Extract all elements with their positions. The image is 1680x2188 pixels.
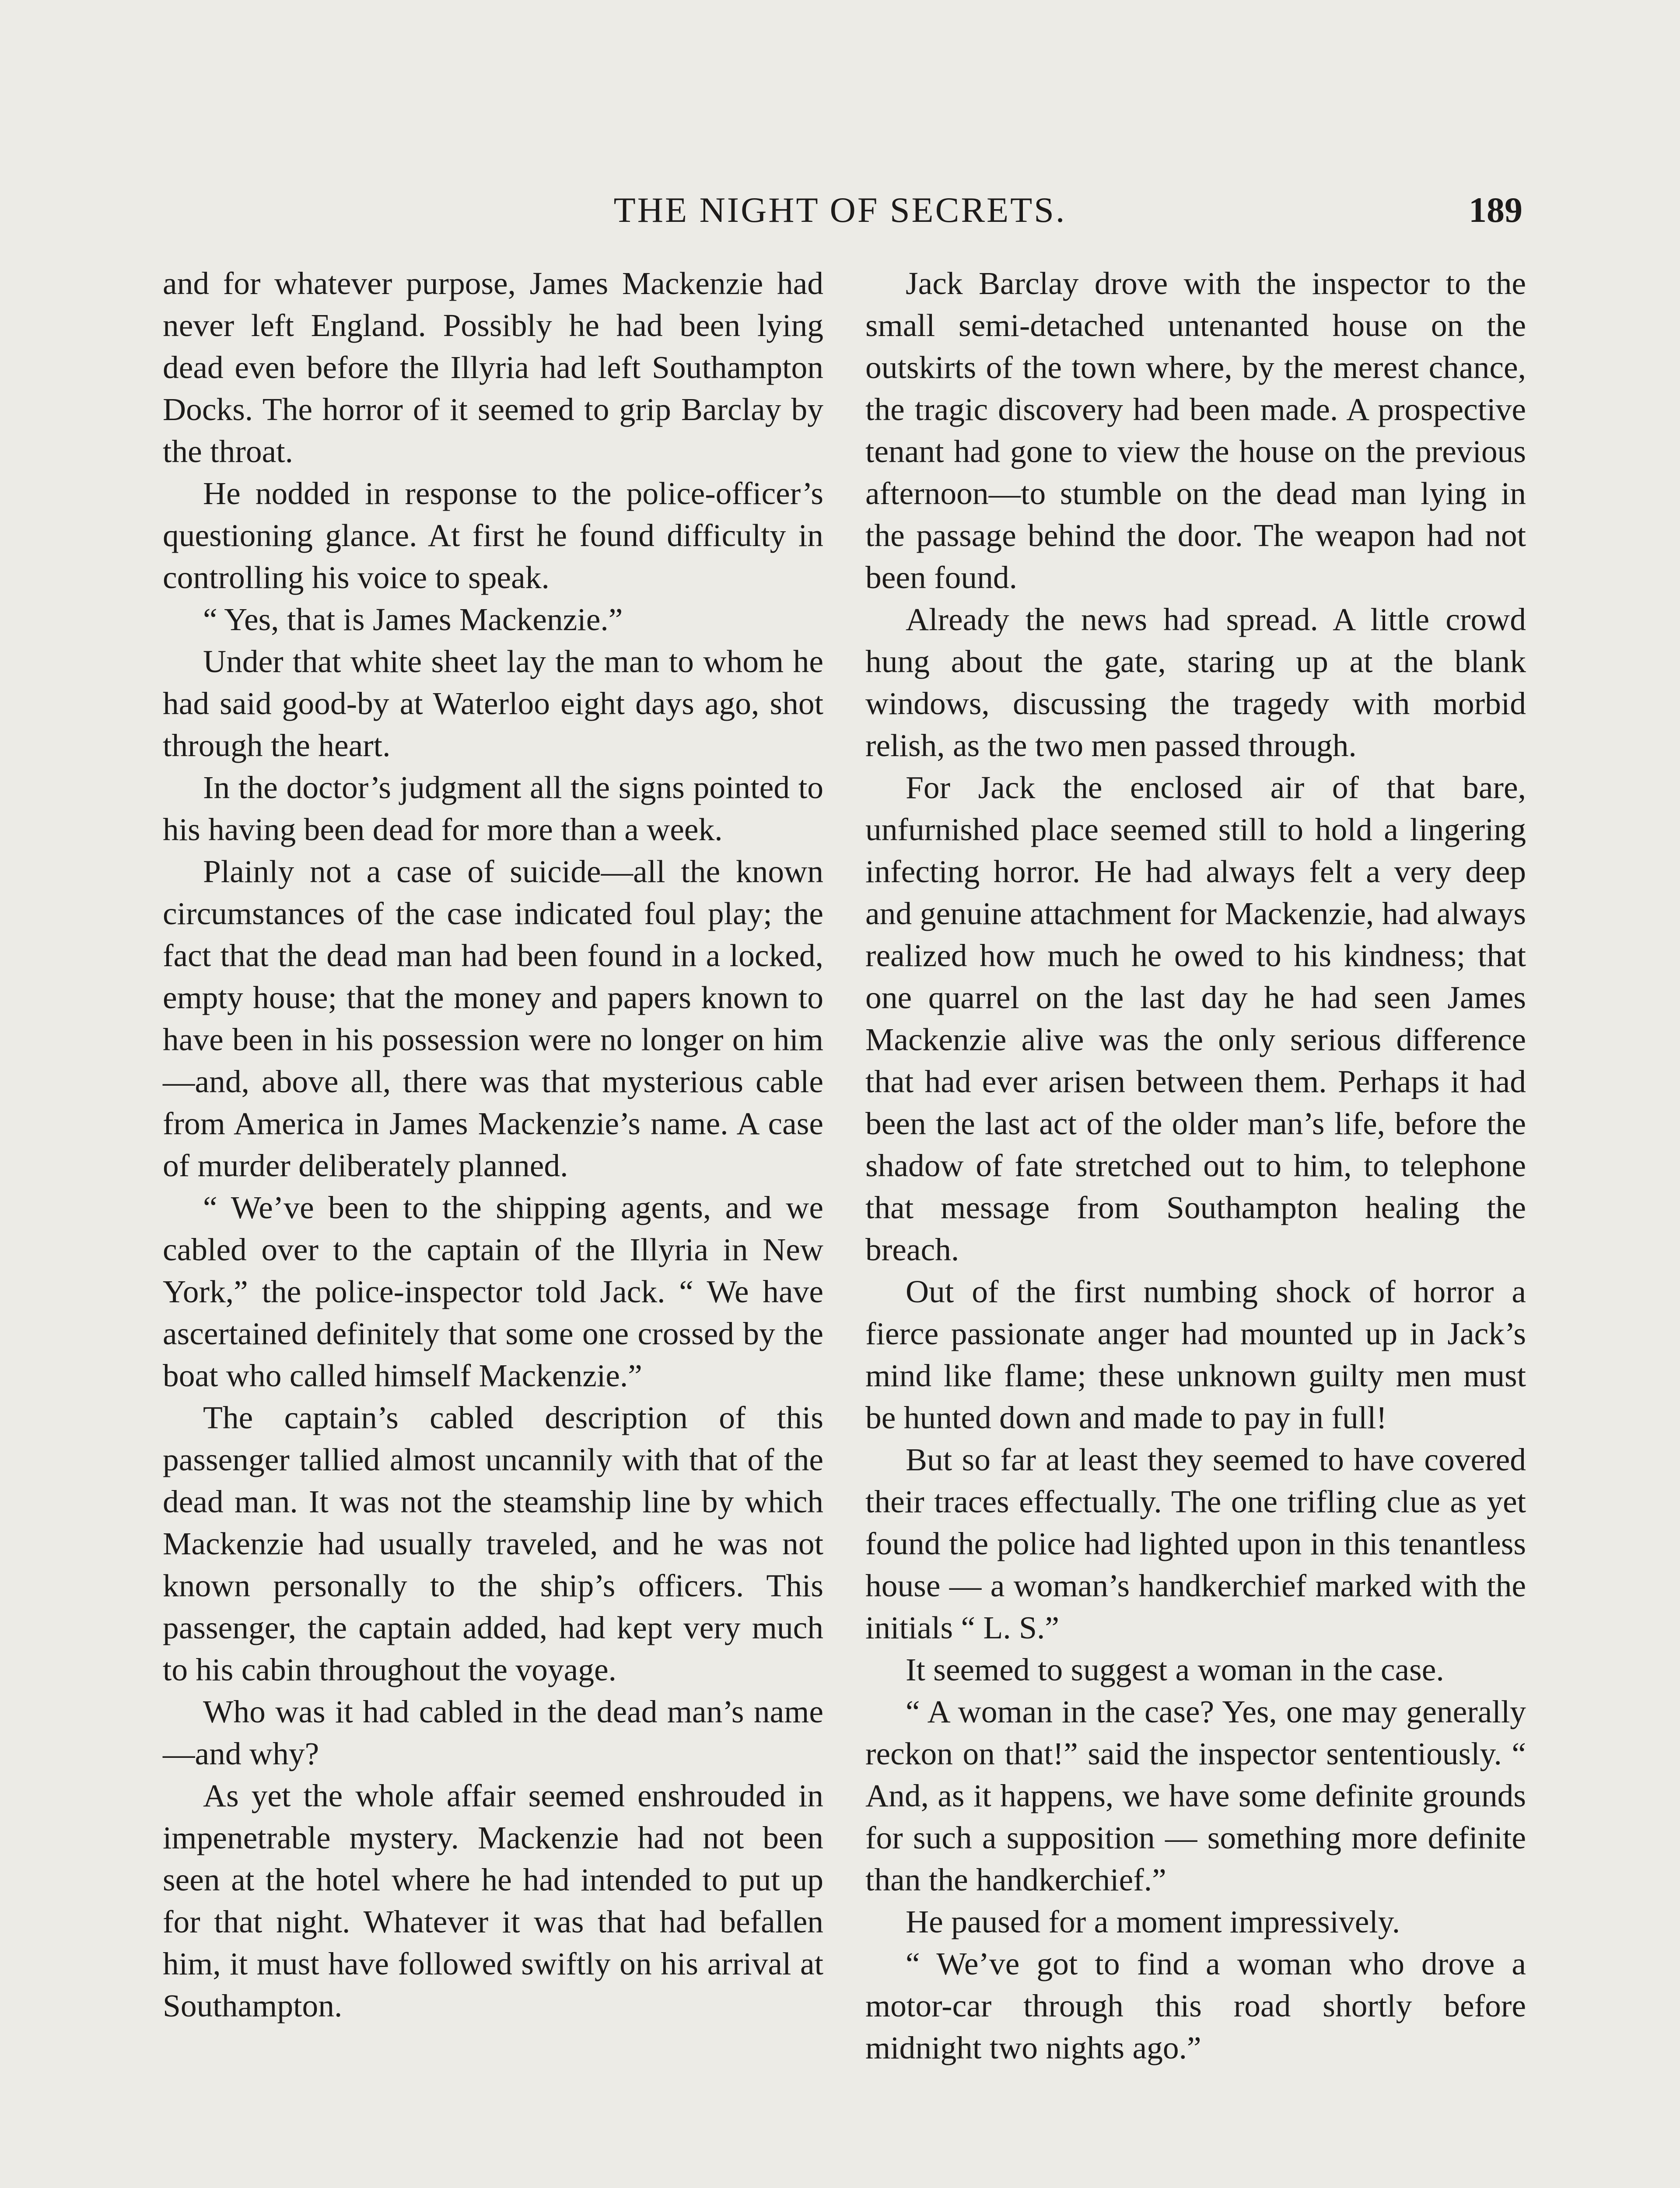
right-column <box>865 263 1526 2069</box>
paragraph: and for whatever purpose, James Mackenzie had never left England. Possibly he had been lying dead even before the Illyria had left Southampton Docks. The horror of it seemed to grip Barclay by the throat. <box>163 266 823 469</box>
left-column <box>163 263 823 2027</box>
paragraph: It seemed to suggest a woman in the case. <box>906 1652 1444 1687</box>
paragraph: Jack Barclay drove with the inspector to the small semi-detached untenanted house on the outskirts of the town where, by the merest chance, the tragic discovery had been made. A prospective tenant had gone to view the house on the previous afternoon—to stumble on the dead man lying in the passage behind the door. The weapon had not been found. <box>865 266 1526 595</box>
paragraph: “ A woman in the case? Yes, one may generally reckon on that!” said the inspector sententiously. “ And, as it happens, we have some definite grounds for such a supposition — something more definite than the handkerchief.” <box>865 1694 1526 1897</box>
running-title: THE NIGHT OF SECRETS. <box>613 190 1067 230</box>
paragraph: He nodded in response to the police-officer’s questioning glance. At first he found difficulty in controlling his voice to speak. <box>163 476 823 595</box>
paragraph: Who was it had cabled in the dead man’s name—and why? <box>163 1694 823 1771</box>
paragraph: But so far at least they seemed to have covered their traces effectually. The one trifling clue as yet found the police had lighted upon in this tenantless house — a woman’s handkerchief marked with the initials “ L. S.” <box>865 1442 1526 1645</box>
page-number: 189 <box>1469 190 1522 230</box>
paragraph: For Jack the enclosed air of that bare, unfurnished place seemed still to hold a lingering infecting horror. He had always felt a very deep and genuine attachment for Mackenzie, had always realized how much he owed to his kindness; that one quarrel on the last day he had seen James Mackenzie alive was the only serious difference that had ever arisen between them. Perhaps it had been the last act of the older man’s life, before the shadow of fate stretched out to him, to telephone that message from Southampton healing the breach. <box>865 770 1526 1267</box>
paragraph: “ We’ve been to the shipping agents, and we cabled over to the captain of the Illyria in New York,” the police-inspector told Jack. “ We have ascertained definitely that some one crossed by the boat who called himself Mackenzie.” <box>163 1190 823 1393</box>
paragraph: Already the news had spread. A little crowd hung about the gate, staring up at the blank windows, discussing the tragedy with morbid relish, as the two men passed through. <box>865 602 1526 763</box>
paragraph: As yet the whole affair seemed enshrouded in impenetrable mystery. Mackenzie had not been seen at the hotel where he had intended to put up for that night. Whatever it was that had befallen him, it must have followed swiftly on his arrival at Southampton. <box>163 1778 823 2023</box>
paragraph: Out of the first numbing shock of horror a fierce passionate anger had mounted up in Jack’s mind like flame; these unknown guilty men must be hunted down and made to pay in full! <box>865 1274 1526 1435</box>
paragraph: Under that white sheet lay the man to whom he had said good-by at Waterloo eight days ago, shot through the heart. <box>163 644 823 763</box>
paragraph: “ Yes, that is James Mackenzie.” <box>203 602 623 637</box>
paragraph: In the doctor’s judgment all the signs pointed to his having been dead for more than a week. <box>163 770 823 847</box>
paragraph: He paused for a moment impressively. <box>906 1904 1400 1939</box>
paragraph: “ We’ve got to find a woman who drove a motor-car through this road shortly before midnight two nights ago.” <box>865 1946 1526 2065</box>
page-header <box>158 184 1522 236</box>
paragraph: Plainly not a case of suicide—all the known circumstances of the case indicated foul play; the fact that the dead man had been found in a locked, empty house; that the money and papers known to have been in his possession were no longer on him—and, above all, there was that mysterious cable from America in James Mackenzie’s name. A case of murder deliberately planned. <box>163 854 823 1183</box>
paragraph: The captain’s cabled description of this passenger tallied almost uncannily with that of the dead man. It was not the steamship line by which Mackenzie had usually traveled, and he was not known personally to the ship’s officers. This passenger, the captain added, had kept very much to his cabin throughout the voyage. <box>163 1400 823 1687</box>
